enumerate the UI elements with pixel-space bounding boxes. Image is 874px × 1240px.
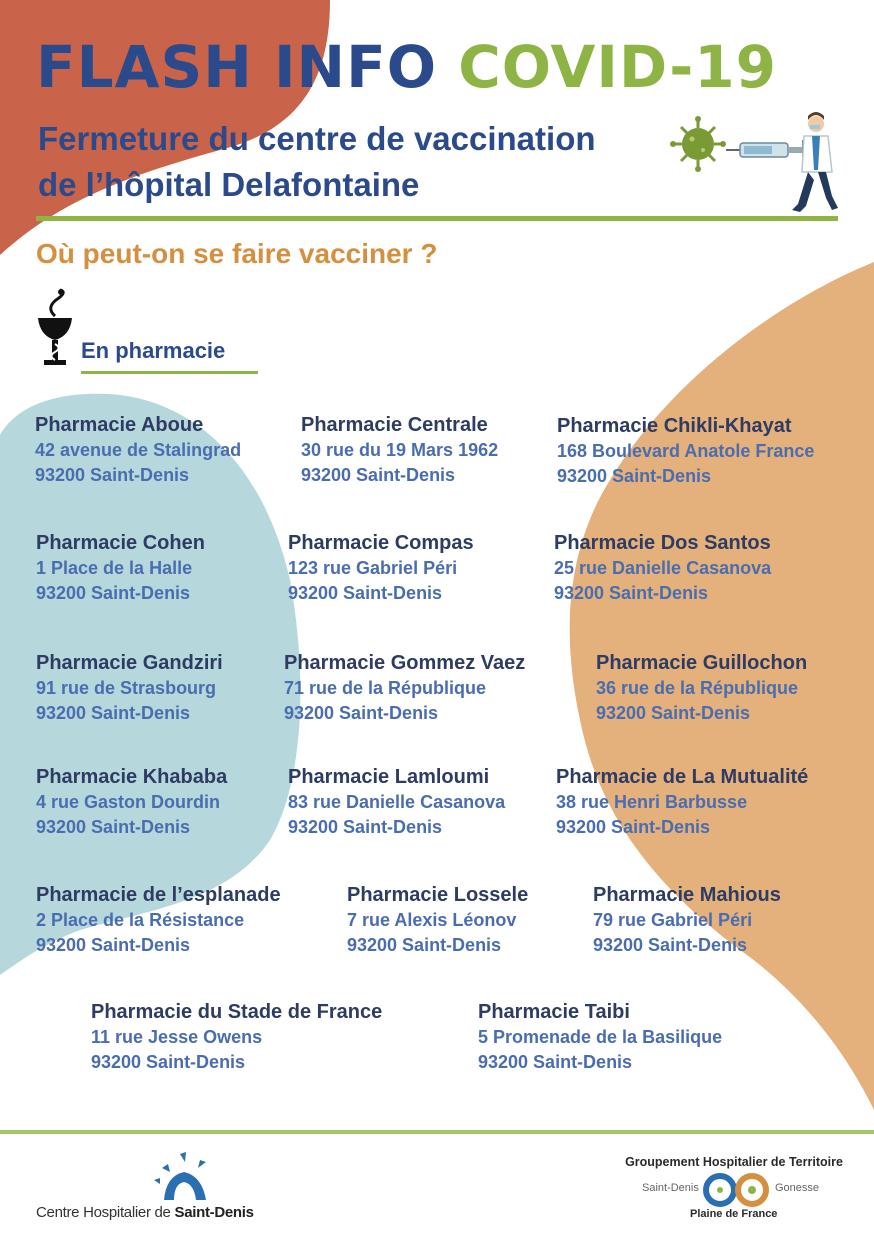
pharmacy-name: Pharmacie Guillochon xyxy=(596,652,808,674)
pharmacy-city: 93200 Saint-Denis xyxy=(556,817,711,837)
section-underline xyxy=(81,371,258,374)
pharmacy-entry xyxy=(35,413,241,488)
pharmacy-address: 7 rue Alexis Léonov xyxy=(347,910,517,930)
pharmacy-entry xyxy=(557,414,814,489)
pharmacy-city: 93200 Saint-Denis xyxy=(593,935,748,955)
pharmacy-name: Pharmacie Lossele xyxy=(347,884,529,906)
ght-logo-icon xyxy=(700,1172,772,1208)
pharmacy-city: 93200 Saint-Denis xyxy=(301,465,456,485)
pharmacy-entry xyxy=(36,651,223,726)
pharmacy-address: 25 rue Danielle Casanova xyxy=(554,558,772,578)
pharmacy-entry xyxy=(347,883,528,958)
subtitle-line-2: de l’hôpital Delafontaine xyxy=(38,166,420,203)
pharmacy-city: 93200 Saint-Denis xyxy=(36,703,191,723)
pharmacy-address: 83 rue Danielle Casanova xyxy=(288,792,506,812)
pharmacy-city: 93200 Saint-Denis xyxy=(288,583,443,603)
pharmacy-entry xyxy=(36,531,205,606)
pharmacy-city: 93200 Saint-Denis xyxy=(554,583,709,603)
pharmacy-name: Pharmacie Taibi xyxy=(478,1001,630,1023)
doctor-syringe-virus-illustration xyxy=(668,106,848,218)
title-flash-info: FLASH INFO xyxy=(36,33,438,101)
pharmacy-city: 93200 Saint-Denis xyxy=(35,465,190,485)
pharmacy-name: Pharmacie de La Mutualité xyxy=(556,766,809,788)
ght-subtitle: Plaine de France xyxy=(690,1208,778,1220)
pharmacy-address: 5 Promenade de la Basilique xyxy=(478,1027,723,1047)
header-divider xyxy=(36,216,838,221)
question-heading: Où peut-on se faire vacciner ? xyxy=(36,238,438,269)
pharmacy-name: Pharmacie Chikli-Khayat xyxy=(557,415,792,437)
pharmacy-name: Pharmacie Gommez Vaez xyxy=(284,652,526,674)
pharmacy-city: 93200 Saint-Denis xyxy=(347,935,502,955)
pharmacy-address: 79 rue Gabriel Péri xyxy=(593,910,753,930)
centre-hospitalier-name xyxy=(36,1204,254,1221)
pharmacy-entry xyxy=(284,651,525,726)
pharmacy-entry xyxy=(596,651,807,726)
centre-hospitalier-logo-icon xyxy=(152,1150,218,1202)
pharmacy-entry xyxy=(91,1000,382,1075)
pharmacy-name: Pharmacie Cohen xyxy=(36,532,205,554)
pharmacy-entry xyxy=(288,531,474,606)
pharmacy-entry xyxy=(36,883,281,958)
pharmacy-address: 42 avenue de Stalingrad xyxy=(35,440,242,460)
syringe-icon xyxy=(726,140,806,160)
subtitle xyxy=(38,116,688,208)
pharmacy-city: 93200 Saint-Denis xyxy=(288,817,443,837)
pharmacy-city: 93200 Saint-Denis xyxy=(36,583,191,603)
pharmacy-address: 2 Place de la Résistance xyxy=(36,910,245,930)
pharmacy-city: 93200 Saint-Denis xyxy=(478,1052,633,1072)
ght-right-label: Gonesse xyxy=(775,1182,820,1194)
footer-divider xyxy=(0,1130,874,1134)
pharmacy-entry xyxy=(554,531,771,606)
pharmacy-city: 93200 Saint-Denis xyxy=(36,935,191,955)
pharmacy-caduceus-icon xyxy=(34,288,76,372)
pharmacy-address: 11 rue Jesse Owens xyxy=(91,1027,263,1047)
pharmacy-address: 1 Place de la Halle xyxy=(36,558,193,578)
hospital-prefix: Centre Hospitalier de xyxy=(36,1204,175,1221)
pharmacy-address: 36 rue de la République xyxy=(596,678,799,698)
title-covid: COVID-19 xyxy=(458,33,778,101)
doctor-icon xyxy=(792,112,838,212)
pharmacy-name: Pharmacie Mahious xyxy=(593,884,781,906)
pharmacy-entry xyxy=(478,1000,722,1075)
pharmacy-entry xyxy=(593,883,781,958)
pharmacy-entry xyxy=(556,765,808,840)
pharmacy-address: 4 rue Gaston Dourdin xyxy=(36,792,221,812)
pharmacy-address: 30 rue du 19 Mars 1962 xyxy=(301,440,499,460)
pharmacy-address: 38 rue Henri Barbusse xyxy=(556,792,748,812)
pharmacy-name: Pharmacie Aboue xyxy=(35,414,204,436)
pharmacy-address: 168 Boulevard Anatole France xyxy=(557,441,815,461)
pharmacy-name: Pharmacie Lamloumi xyxy=(288,766,490,788)
section-title: En pharmacie xyxy=(81,338,226,363)
pharmacy-city: 93200 Saint-Denis xyxy=(596,703,751,723)
pharmacy-entry xyxy=(36,765,227,840)
pharmacy-city: 93200 Saint-Denis xyxy=(557,466,712,486)
page-title xyxy=(36,33,778,101)
subtitle-line-1: Fermeture du centre de vaccination xyxy=(38,120,596,157)
pharmacy-city: 93200 Saint-Denis xyxy=(284,703,439,723)
pharmacy-name: Pharmacie Gandziri xyxy=(36,652,223,674)
pharmacy-address: 71 rue de la République xyxy=(284,678,487,698)
pharmacy-address: 91 rue de Strasbourg xyxy=(36,678,217,698)
pharmacy-city: 93200 Saint-Denis xyxy=(36,817,191,837)
pharmacy-name: Pharmacie Dos Santos xyxy=(554,532,771,554)
pharmacy-city: 93200 Saint-Denis xyxy=(91,1052,246,1072)
pharmacy-address: 123 rue Gabriel Péri xyxy=(288,558,458,578)
virus-icon xyxy=(670,116,726,172)
ght-title: Groupement Hospitalier de Territoire xyxy=(625,1155,843,1169)
pharmacy-entry xyxy=(288,765,505,840)
pharmacy-name: Pharmacie Compas xyxy=(288,532,474,554)
pharmacy-name: Pharmacie Centrale xyxy=(301,414,488,436)
pharmacy-name: Pharmacie de l’esplanade xyxy=(36,884,281,906)
pharmacy-name: Pharmacie du Stade de France xyxy=(91,1001,383,1023)
pharmacy-name: Pharmacie Khababa xyxy=(36,766,228,788)
ght-left-label: Saint-Denis xyxy=(642,1182,699,1194)
hospital-city: Saint-Denis xyxy=(174,1204,254,1221)
pharmacy-entry xyxy=(301,413,498,488)
